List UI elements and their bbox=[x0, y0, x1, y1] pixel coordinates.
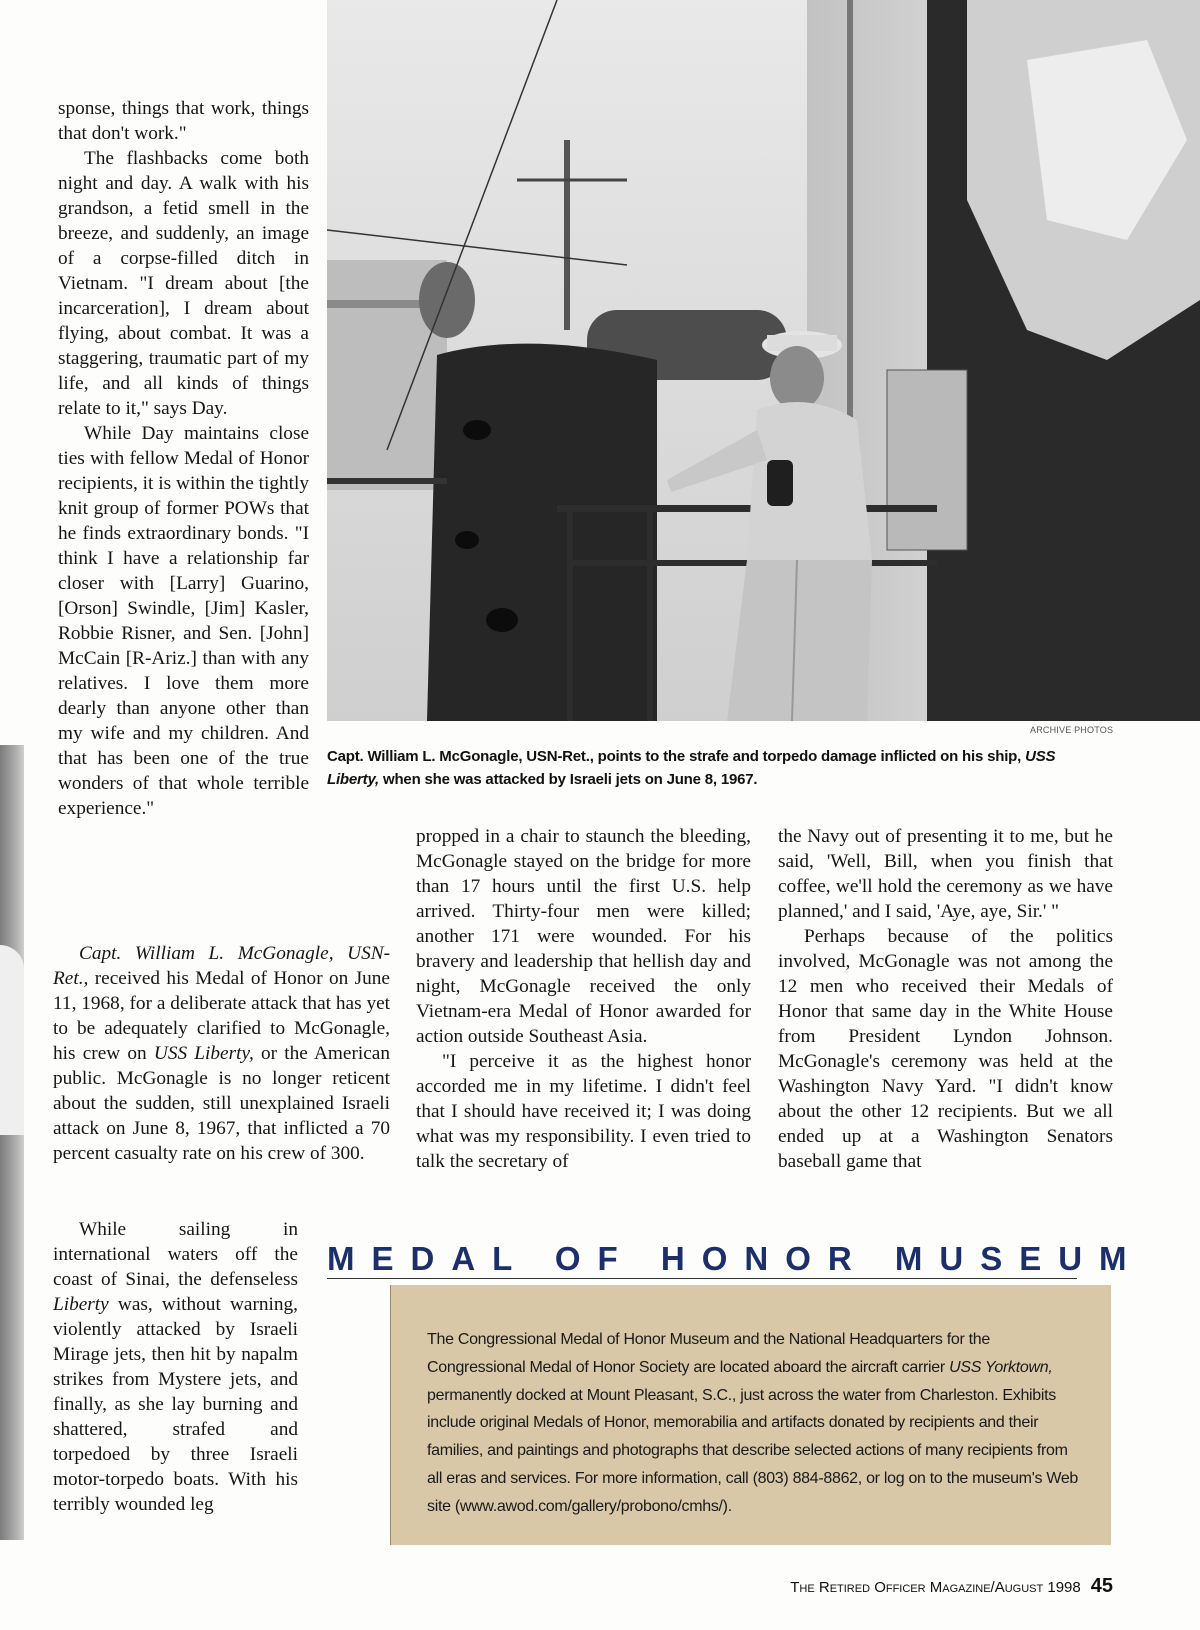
paragraph: sponse, things that work, things that don't work." bbox=[58, 98, 309, 144]
museum-text: The Congressional Medal of Honor Museum and the National Headquarters for the Congressional Medal of Honor Society are located aboard the aircraft carrier bbox=[427, 1331, 991, 1376]
text-run: or the American public. McGonagle is no longer reticent about the sudden, still unexplained Israeli attack on June 8, 1967, that inflicted a 70 percent casualty rate on his crew of 300. bbox=[53, 1043, 390, 1164]
paragraph: propped in a chair to staunch the bleeding, McGonagle stayed on the bridge for more than 17 hours until the first U.S. help arrived. Thirty-four men were killed; another 171 were wounded. For his bravery and leadership that hellish day and night, McGonagle received the only Vietnam-era Medal of Honor awarded for action outside Southeast Asia. bbox=[416, 826, 751, 1047]
scan-edge-strip bbox=[0, 745, 24, 1540]
middle-column bbox=[416, 824, 751, 1174]
caption-ship-name: USS Liberty, bbox=[327, 748, 1056, 788]
paragraph: Perhaps because of the politics involved, McGonagle was not among the 12 men who received their Medals of Honor that same day in the White House from President Lyndon Johnson. McGonagle's ceremony was held at the Washington Navy Yard. "I didn't know about the other 12 recipients. But we all ended up at a Washington Senators baseball game that bbox=[778, 926, 1113, 1172]
museum-ship-name: USS Yorktown, bbox=[949, 1358, 1053, 1376]
museum-text: permanently docked at Mount Pleasant, S.C., just across the water from Charleston. Exhibits include original Medals of Honor, memorabilia and artifacts donated by recipients and their families, and paintings and photographs that describe selected actions of many recipients from all eras and services. For more information, call (803) 884-8862, or log on to the museum's Web site (www.awod.com/gallery/probono/cmhs/). bbox=[427, 1386, 1079, 1515]
paragraph: While Day maintains close ties with fellow Medal of Honor recipients, it is within the tightly knit group of former POWs that he finds extraordinary bonds. "I think I have a relationship far closer with [Larry] Guarino, [Orson] Swindle, [Jim] Kasler, Robbie Risner, and Sen. [John] McCain [R-Ariz.] than with any relatives. I love them more dearly than anyone other than my wife and my children. And that has been one of the true wonders of that whole terrible experience." bbox=[58, 423, 309, 819]
paragraph bbox=[53, 941, 390, 1166]
text-run: was, without warning, violently attacked by Israeli Mirage jets, then hit by napalm strikes from Mystere jets, and finally, as she lay burning and shattered, strafed and torpedoed by three Israeli motor-torpedo boats. With his terribly wounded leg bbox=[53, 1294, 298, 1515]
photo-caption bbox=[327, 745, 1107, 791]
right-column bbox=[778, 824, 1113, 1174]
museum-box bbox=[390, 1285, 1111, 1545]
paragraph: the Navy out of presenting it to me, but he said, 'Well, Bill, when you finish that coffee, we'll hold the ceremony as we have planned,' and I said, 'Aye, aye, Sir.' " bbox=[778, 826, 1113, 922]
ship-photo-image bbox=[327, 0, 1200, 721]
italic-name: Capt. William L. McGonagle, USN-Ret., bbox=[53, 943, 390, 989]
left-column-bottom bbox=[53, 941, 390, 1166]
page-footer bbox=[790, 1575, 1113, 1598]
paragraph: "I perceive it as the highest honor accorded me in my lifetime. I didn't feel that I should have received it; I was doing what was my responsibility. I even tried to talk the secretary of bbox=[416, 1051, 751, 1172]
page-number: 45 bbox=[1090, 1575, 1113, 1597]
museum-title: MEDAL OF HONOR MUSEUM bbox=[327, 1240, 1144, 1277]
photo-credit: ARCHIVE PHOTOS bbox=[1030, 725, 1114, 735]
publication-line: The Retired Officer Magazine/August 1998 bbox=[790, 1579, 1081, 1596]
ship-photo bbox=[327, 0, 1200, 721]
ship-name: USS Liberty, bbox=[153, 1043, 254, 1064]
museum-rule bbox=[327, 1278, 1077, 1279]
text-run: While sailing in international waters off the coast of Sinai, the defenseless bbox=[53, 1219, 298, 1290]
caption-text: when she was attacked by Israeli jets on June 8, 1967. bbox=[379, 771, 758, 788]
caption-text: Capt. William L. McGonagle, USN-Ret., points to the strafe and torpedo damage inflicted on his ship, bbox=[327, 748, 1026, 765]
ship-name: Liberty bbox=[53, 1294, 109, 1315]
scan-edge-shape bbox=[0, 945, 24, 1135]
paragraph: The flashbacks come both night and day. A walk with his grandson, a fetid smell in the breeze, and suddenly, an image of a corpse-filled ditch in Vietnam. "I dream about [the incarceration], I dream about flying, about combat. It was a staggering, traumatic part of my life, and all kinds of things relate to it," says Day. bbox=[58, 148, 309, 419]
text-run: received his Medal of Honor on June 11, 1968, for a deliberate attack that has yet to be adequately clarified to McGonagle, his crew on bbox=[53, 968, 390, 1064]
left-column-narrow bbox=[53, 1217, 298, 1517]
paragraph bbox=[53, 1217, 298, 1517]
left-column-top bbox=[58, 96, 309, 821]
